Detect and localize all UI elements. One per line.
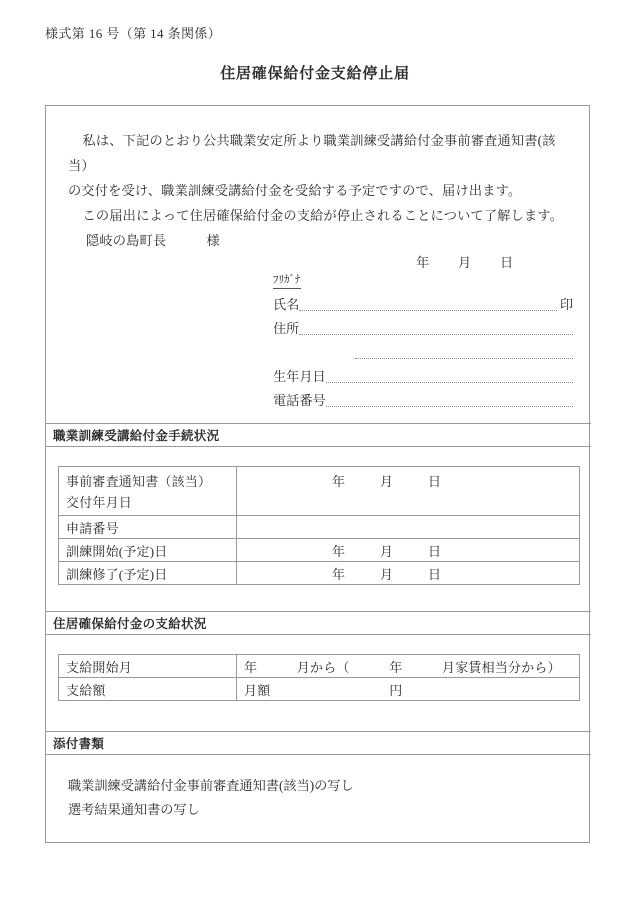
- page-title: 住居確保給付金支給停止届: [220, 64, 410, 82]
- training-row-3-ymd: [244, 564, 579, 583]
- seal-label: 印: [559, 297, 573, 312]
- date-month-label: 月: [458, 255, 472, 270]
- table-row: [59, 516, 580, 539]
- list-item: 選考結果通知書の写し: [68, 802, 200, 817]
- declaration-line-3: この届出によって住居確保給付金の支給が停止されることについて了解します。: [82, 208, 564, 223]
- payment-row-value-0[interactable]: 年 月から（ 年 月家賃相当分から）: [237, 655, 580, 678]
- training-row-label-0-line1: 事前審査通知書（該当）: [66, 474, 212, 489]
- phone-label: 電話番号: [273, 393, 326, 408]
- training-row-label-2: 訓練開始(予定)日: [59, 539, 237, 562]
- training-row-value-1[interactable]: [237, 516, 580, 539]
- training-row-2-ymd: [244, 541, 579, 560]
- training-row-value-0[interactable]: [237, 467, 580, 516]
- section-heading-training: 職業訓練受講給付金手続状況: [46, 423, 591, 447]
- phone-field-row[interactable]: [273, 392, 573, 409]
- address-continuation-row[interactable]: [273, 345, 573, 361]
- payment-table: [58, 654, 580, 701]
- table-row: [59, 655, 580, 678]
- payment-row-label-0: 支給開始月: [59, 655, 237, 678]
- form-number: 様式第 16 号（第 14 条関係）: [45, 26, 222, 41]
- training-row-0-year: 年: [332, 474, 346, 489]
- table-row: [59, 562, 580, 585]
- section-heading-attachments: 添付書類: [46, 731, 591, 755]
- birthdate-input-line[interactable]: [326, 369, 573, 383]
- training-table: [58, 466, 580, 585]
- address-continuation-line[interactable]: [355, 345, 573, 359]
- training-row-3-month: 月: [380, 566, 394, 582]
- training-row-label-3: 訓練修了(予定)日: [59, 562, 237, 585]
- training-row-2-month: 月: [380, 543, 394, 559]
- date-day-label: 日: [500, 255, 514, 270]
- addressee: 隠岐の島町長 様: [86, 233, 220, 248]
- training-row-value-2[interactable]: [237, 539, 580, 562]
- training-row-3-day: 日: [428, 566, 442, 582]
- list-item: 職業訓練受講給付金事前審査通知書(該当)の写し: [68, 778, 354, 793]
- name-input-line[interactable]: [299, 297, 556, 311]
- phone-input-line[interactable]: [326, 393, 573, 407]
- table-row: [59, 539, 580, 562]
- table-row: [59, 467, 580, 516]
- date-year-label: 年: [416, 255, 430, 270]
- training-row-0-month: 月: [380, 474, 394, 489]
- applicant-block: [273, 270, 573, 409]
- date-line: [416, 252, 566, 271]
- address-field-row[interactable]: [273, 320, 573, 337]
- training-row-value-3[interactable]: [237, 562, 580, 585]
- attachment-list: [68, 774, 354, 822]
- training-row-label-0: [59, 467, 237, 516]
- declaration-text: [68, 128, 573, 228]
- furigana-label: ﾌﾘｶﾞﾅ: [273, 273, 301, 289]
- payment-row-label-1: 支給額: [59, 678, 237, 701]
- training-row-label-1: 申請番号: [59, 516, 237, 539]
- address-label: 住所: [273, 321, 300, 336]
- section-heading-payment: 住居確保給付金の支給状況: [46, 611, 591, 635]
- table-row: [59, 678, 580, 701]
- payment-row-value-1[interactable]: 月額 円: [237, 678, 580, 701]
- birthdate-label: 生年月日: [273, 369, 326, 384]
- training-row-3-year: 年: [332, 566, 346, 582]
- birthdate-field-row[interactable]: [273, 368, 573, 385]
- training-row-0-ymd: [244, 471, 579, 492]
- declaration-line-2: の交付を受け、職業訓練受講給付金を受給する予定ですので、届け出ます。: [68, 183, 522, 198]
- training-row-2-year: 年: [332, 543, 346, 559]
- name-label: 氏名: [273, 297, 300, 312]
- declaration-line-1: 私は、下記のとおり公共職業安定所より職業訓練受講給付金事前審査通知書(該当）: [68, 133, 556, 173]
- address-input-line[interactable]: [299, 321, 573, 335]
- training-row-label-0-line2: 交付年月日: [66, 495, 133, 510]
- training-row-0-day: 日: [428, 474, 442, 489]
- name-field-row[interactable]: [273, 296, 573, 313]
- form-frame: [45, 105, 590, 843]
- training-row-2-day: 日: [428, 543, 442, 559]
